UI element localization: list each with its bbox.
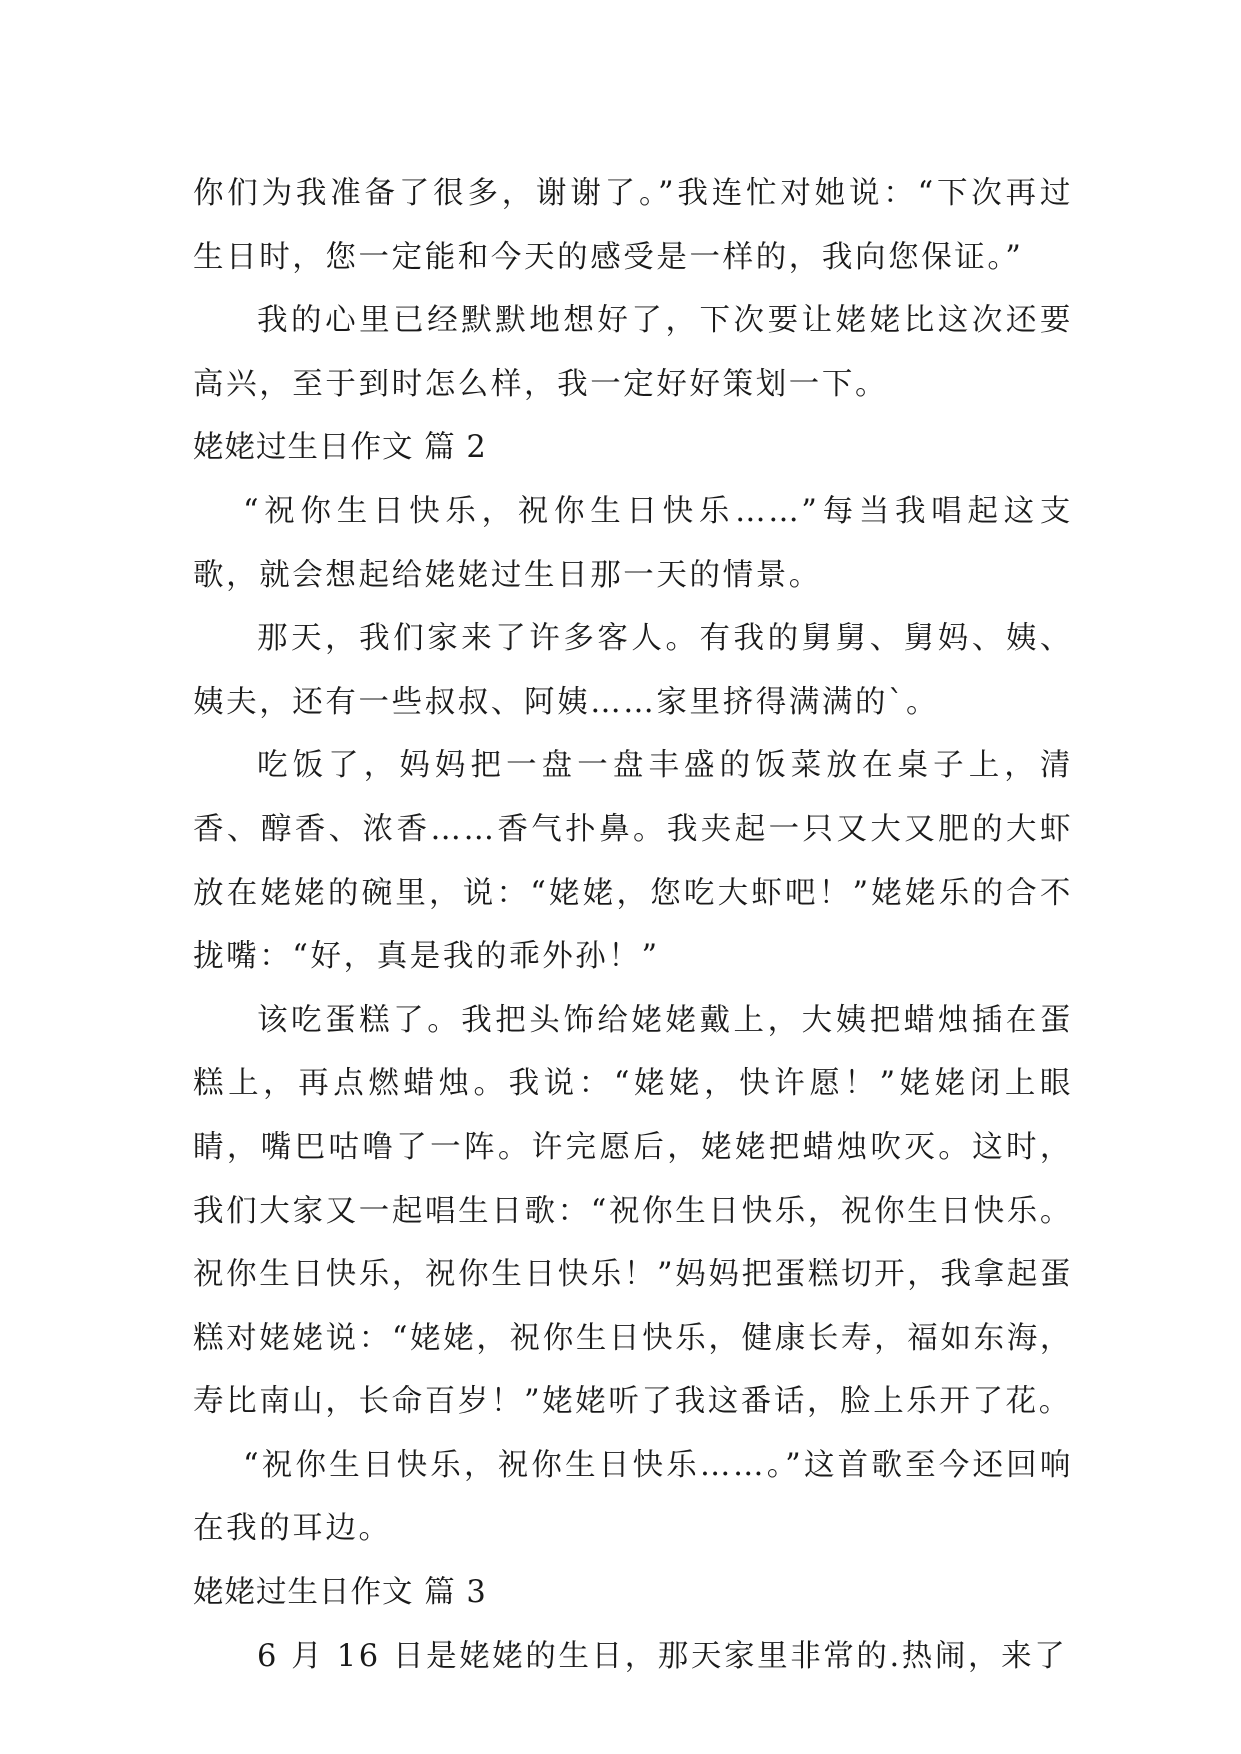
paragraph: 你们为我准备了很多，谢谢了。”我连忙对她说：“下次再过生日时，您一定能和今天的感受是一样的，我向您保证。” xyxy=(193,176,1073,275)
paragraph: 6 月 16 日是姥姥的生日，那天家里非常的.热闹，来了 xyxy=(257,1638,1068,1674)
paragraph: 该吃蛋糕了。我把头饰给姥姥戴上，大姨把蜡烛插在蛋糕上，再点燃蜡烛。我说：“姥姥，快许愿！”姥姥闭上眼睛，嘴巴咕噜了一阵。许完愿后，姥姥把蜡烛吹灭。这时，我们大家又一起唱生日歌：“祝你生日快乐，祝你生日快乐。祝你生日快乐，祝你生日快乐！”妈妈把蛋糕切开，我拿起蛋糕对姥姥说：“姥姥，祝你生日快乐，健康长寿，福如东海，寿比南山，长命百岁！”姥姥听了我这番话，脸上乐开了花。 xyxy=(193,1002,1073,1420)
paragraph: “祝你生日快乐，祝你生日快乐……。”这首歌至今还回响在我的耳边。 xyxy=(193,1447,1073,1547)
section-heading: 姥姥过生日作文 篇 2 xyxy=(193,430,487,466)
section-heading: 姥姥过生日作文 篇 3 xyxy=(193,1575,487,1611)
paragraph: 那天，我们家来了许多客人。有我的舅舅、舅妈、姨、姨夫，还有一些叔叔、阿姨……家里挤得满满的`。 xyxy=(193,621,1073,720)
document-body xyxy=(193,162,1073,1688)
paragraph: 我的心里已经默默地想好了，下次要让姥姥比这次还要高兴，至于到时怎么样，我一定好好策划一下。 xyxy=(193,303,1073,402)
paragraph: “祝你生日快乐，祝你生日快乐……”每当我唱起这支歌，就会想起给姥姥过生日那一天的情景。 xyxy=(193,493,1073,593)
paragraph: 吃饭了，妈妈把一盘一盘丰盛的饭菜放在桌子上，清香、醇香、浓香……香气扑鼻。我夹起一只又大又肥的大虾放在姥姥的碗里，说：“姥姥，您吃大虾吧！”姥姥乐的合不拢嘴：“好，真是我的乖外孙！” xyxy=(193,748,1073,975)
